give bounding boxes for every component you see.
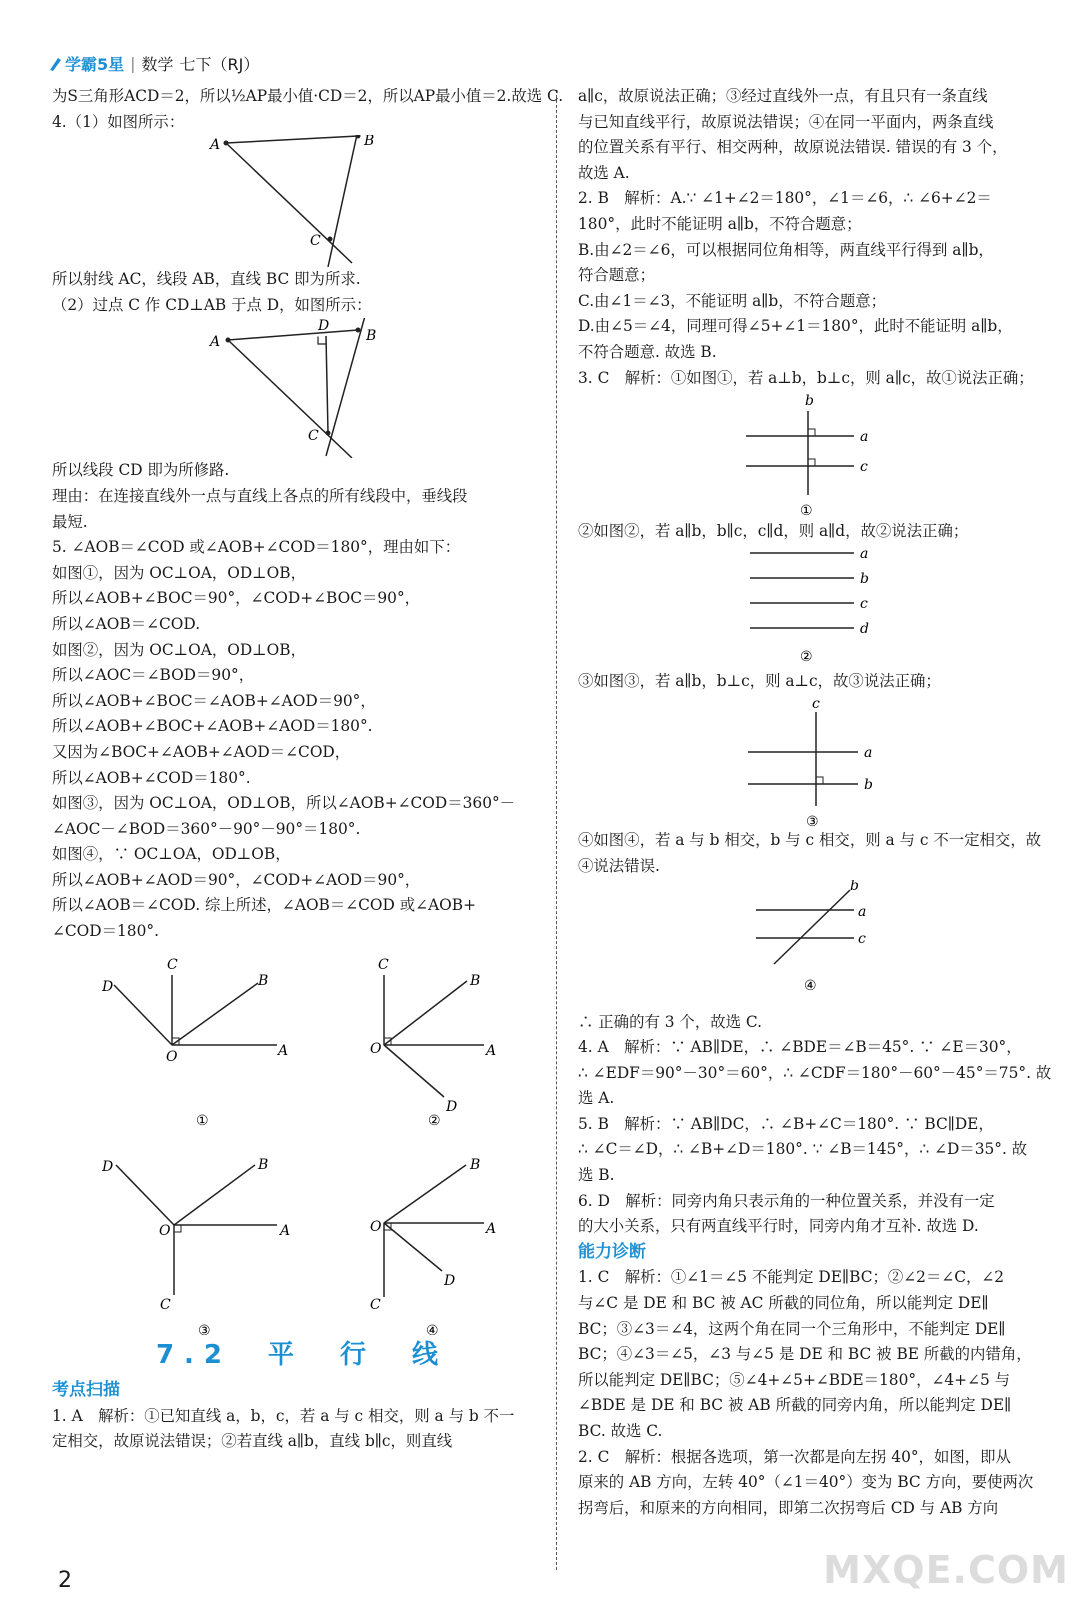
svg-text:④: ④ — [804, 977, 817, 994]
text-line: 的位置关系有平行、相交两种，故原说法错误. 错误的有 3 个， — [578, 138, 1008, 157]
chapter-title: 7.2 平 行 线 — [155, 1339, 449, 1370]
header-subject: 数学 — [141, 55, 174, 74]
svg-text:③: ③ — [806, 814, 819, 829]
text-line: D.由∠5＝∠4，同理可得∠5+∠1＝180°，此时不能证明 a∥b， — [578, 317, 1013, 336]
page-number: 2 — [58, 1568, 72, 1593]
text-line: 2. B 解析：A.∵ ∠1+∠2＝180°，∠1＝∠6，∴ ∠6+∠2＝ — [578, 189, 992, 208]
text-line: ④如图④，若 a 与 b 相交，b 与 c 相交，则 a 与 c 不一定相交，故 — [578, 831, 1042, 850]
section-heading: 能力诊断 — [578, 1241, 646, 1262]
figure-parallel-1 — [578, 391, 1064, 519]
svg-text:b: b — [850, 879, 859, 894]
svg-text:a: a — [860, 429, 869, 446]
text-line: 原来的 AB 方向，左转 40°（∠1＝40°）变为 BC 方向，要使两次 — [578, 1473, 1034, 1492]
svg-text:c: c — [858, 930, 866, 947]
text-line: 如图①，因为 OC⊥OA，OD⊥OB， — [52, 563, 306, 582]
text-line: 不符合题意. 故选 B. — [578, 342, 717, 361]
text-line: ∴ ∠EDF＝90°－30°＝60°，∴ ∠CDF＝180°－60°－45°＝75°. 故 — [578, 1063, 1052, 1082]
svg-text:B: B — [258, 1156, 269, 1173]
angle-figure-1 — [101, 957, 288, 1129]
brand-logo — [48, 52, 124, 75]
text-line: 与∠C 是 DE 和 BC 被 AC 所截的同位角，所以能判定 DE∥ — [578, 1294, 989, 1313]
text-line: 选 A. — [578, 1089, 615, 1108]
svg-text:B: B — [470, 1156, 481, 1173]
header-grade: 七下（RJ） — [179, 55, 260, 74]
svg-text:②: ② — [800, 648, 813, 665]
text-line: 3. C 解析：①如图①，若 a⊥b，b⊥c，则 a∥c，故①说法正确； — [578, 368, 1034, 387]
svg-text:A: A — [278, 1042, 289, 1059]
watermark: MXQE.COM — [823, 1548, 1069, 1592]
svg-text:D: D — [446, 1098, 458, 1115]
text-line: 4. A 解析：∵ AB∥DE，∴ ∠BDE＝∠B＝45°. ∵ ∠E＝30°， — [578, 1038, 1022, 1057]
text-line: ∠COD＝180°. — [52, 922, 159, 941]
text-line: 定相交，故原说法错误；②若直线 a∥b，直线 b∥c，则直线 — [52, 1432, 453, 1451]
text-line: 所以∠AOB+∠BOC+∠AOB+∠AOD＝180°. — [52, 717, 373, 736]
svg-text:C: C — [378, 956, 389, 973]
svg-text:D: D — [102, 978, 114, 995]
svg-text:③: ③ — [198, 1322, 211, 1335]
svg-text:B: B — [470, 972, 481, 989]
text-line: 4.（1）如图所示： — [52, 112, 185, 131]
text-line: 所以∠AOB＝∠COD. 综上所述，∠AOB＝∠COD 或∠AOB+ — [52, 896, 477, 915]
text-line: （2）过点 C 作 CD⊥AB 于点 D，如图所示： — [52, 295, 372, 314]
svg-text:O: O — [159, 1222, 171, 1239]
svg-text:O: O — [166, 1048, 178, 1065]
text-line: 理由：在连接直线外一点与直线上各点的所有线段中，垂线段 — [52, 486, 468, 505]
svg-text:C: C — [160, 1296, 171, 1313]
svg-text:a: a — [860, 545, 869, 562]
figure-intersecting-4 — [578, 880, 1064, 1010]
svg-text:A: A — [280, 1222, 291, 1239]
text-line: 所以∠AOB+∠BOC＝∠AOB+∠AOD＝90°， — [52, 691, 376, 710]
svg-text:c: c — [860, 459, 868, 476]
text-line: 如图②，因为 OC⊥OA，OD⊥OB， — [52, 640, 306, 659]
figure-angle-diagrams — [52, 945, 552, 1335]
text-line: 所以∠AOB+∠AOD＝90°，∠COD+∠AOD＝90°， — [52, 870, 421, 889]
angle-figure-2 — [370, 957, 496, 1129]
text-line: 拐弯后，和原来的方向相同，即第二次拐弯后 CD 与 AB 方向 — [578, 1498, 999, 1517]
brand-name: 学霸5星 — [65, 55, 125, 74]
text-line: 符合题意； — [578, 266, 655, 285]
text-line: 2. C 解析：根据各选项，第一次都是向左拐 40°，如图，即从 — [578, 1447, 1011, 1466]
text-line: 与已知直线平行，故原说法错误；④在同一平面内，两条直线 — [578, 112, 994, 131]
text-line: 180°，此时不能证明 a∥b，不符合题意； — [578, 214, 862, 233]
svg-text:O: O — [370, 1040, 382, 1057]
svg-text:O: O — [370, 1218, 382, 1235]
text-line: 所以∠AOB+∠COD＝180°. — [52, 768, 251, 787]
left-column — [52, 84, 564, 1455]
svg-text:A: A — [210, 137, 221, 154]
svg-text:c: c — [812, 696, 820, 713]
svg-text:A: A — [486, 1042, 497, 1059]
text-line: 最短. — [52, 512, 88, 531]
header-separator: | — [130, 54, 136, 73]
svg-text:④: ④ — [426, 1322, 439, 1335]
svg-text:D: D — [318, 318, 330, 335]
text-line: 如图③，因为 OC⊥OA，OD⊥OB，所以∠AOB+∠COD＝360°－ — [52, 794, 516, 813]
text-line: 5. B 解析：∵ AB∥DC，∴ ∠B+∠C＝180°. ∵ BC∥DE， — [578, 1114, 994, 1133]
text-line: 1. A 解析：①已知直线 a，b，c，若 a 与 c 相交，则 a 与 b 不一 — [52, 1406, 515, 1425]
text-line: 又因为∠BOC+∠AOB+∠AOD＝∠COD， — [52, 742, 351, 761]
svg-text:b: b — [860, 570, 869, 587]
section-heading: 考点扫描 — [52, 1380, 120, 1401]
svg-text:A: A — [210, 334, 221, 351]
text-line: 所以∠AOC＝∠BOD＝90°， — [52, 666, 255, 685]
text-line: ∠AOC－∠BOD＝360°－90°－90°＝180°. — [52, 819, 361, 838]
svg-text:D: D — [444, 1272, 456, 1289]
svg-text:B: B — [364, 135, 375, 150]
figure-parallel-2 — [578, 545, 1064, 669]
text-line: C.由∠1＝∠3，不能证明 a∥b，不符合题意； — [578, 291, 886, 310]
svg-text:a: a — [858, 903, 867, 920]
pen-icon — [48, 56, 62, 72]
figure-ray-segment-line — [52, 135, 552, 267]
angle-figure-3 — [101, 1157, 290, 1335]
text-line: 的大小关系，只有两直线平行时，同旁内角才互补. 故选 D. — [578, 1217, 979, 1236]
text-line: ②如图②，若 a∥b，b∥c，c∥d，则 a∥d，故②说法正确； — [578, 522, 969, 541]
svg-text:①: ① — [196, 1112, 209, 1129]
text-line: 选 B. — [578, 1166, 615, 1185]
text-line: ④说法错误. — [578, 856, 660, 875]
text-line: ∴ 正确的有 3 个，故选 C. — [578, 1012, 762, 1031]
text-line: 所以能判定 DE∥BC；⑤∠4+∠5+∠BDE＝180°，∠4+∠5 与 — [578, 1370, 1011, 1389]
text-line: 所以射线 AC，线段 AB，直线 BC 即为所求. — [52, 270, 361, 289]
text-line: 所以∠AOB+∠BOC＝90°，∠COD+∠BOC＝90°， — [52, 589, 421, 608]
text-line: ∴ ∠C＝∠D，∴ ∠B+∠D＝180°. ∵ ∠B＝145°，∴ ∠D＝35°. 故 — [578, 1140, 1028, 1159]
svg-text:C: C — [310, 233, 321, 250]
text-line: 如图④，∵ OC⊥OA，OD⊥OB， — [52, 845, 291, 864]
text-line: 所以∠AOB＝∠COD. — [52, 614, 201, 633]
text-line: 5. ∠AOB＝∠COD 或∠AOB+∠COD＝180°，理由如下： — [52, 538, 461, 557]
svg-text:D: D — [102, 1158, 114, 1175]
svg-text:B: B — [366, 328, 377, 345]
svg-text:C: C — [370, 1296, 381, 1313]
svg-text:d: d — [860, 620, 869, 637]
right-column — [578, 84, 1064, 1521]
svg-text:A: A — [486, 1220, 497, 1237]
text-line: B.由∠2＝∠6，可以根据同位角相等，两直线平行得到 a∥b， — [578, 240, 994, 259]
svg-text:a: a — [864, 745, 873, 762]
svg-text:B: B — [258, 972, 269, 989]
angle-figure-4 — [370, 1157, 496, 1335]
svg-text:b: b — [864, 777, 873, 794]
text-line: 为S三角形ACD＝2，所以½AP最小值·CD＝2，所以AP最小值＝2.故选 C. — [52, 87, 564, 105]
text-line: BC. 故选 C. — [578, 1422, 663, 1440]
column-divider — [556, 90, 557, 1570]
text-line: ③如图③，若 a∥b，b⊥c，则 a⊥c，故③说法正确； — [578, 671, 941, 690]
text-line: BC；④∠3＝∠5，∠3 与∠5 是 DE 和 BC 被 BE 所截的内错角， — [578, 1345, 1032, 1364]
page-header — [48, 52, 259, 75]
svg-text:C: C — [308, 428, 319, 445]
text-line: BC；③∠3＝∠4，这两个角在同一个三角形中，不能判定 DE∥ — [578, 1319, 1006, 1338]
svg-text:b: b — [805, 393, 814, 410]
svg-text:①: ① — [800, 503, 813, 520]
svg-text:c: c — [860, 595, 868, 612]
figure-perpendicular-cd — [52, 318, 552, 458]
svg-text:②: ② — [428, 1112, 441, 1129]
svg-text:C: C — [167, 956, 178, 973]
text-line: 故选 A. — [578, 163, 630, 182]
text-line: 1. C 解析：①∠1＝∠5 不能判定 DE∥BC；②∠2＝∠C，∠2 — [578, 1268, 1005, 1287]
text-line: ∠BDE 是 DE 和 BC 被 AB 所截的同旁内角，所以能判定 DE∥ — [578, 1396, 1012, 1415]
text-line: 所以线段 CD 即为所修路. — [52, 461, 230, 480]
text-line: a∥c，故原说法正确；③经过直线外一点，有且只有一条直线 — [578, 87, 988, 105]
figure-parallel-3 — [578, 694, 1064, 828]
text-line: 6. D 解析：同旁内角只表示角的一种位置关系，并没有一定 — [578, 1191, 995, 1210]
